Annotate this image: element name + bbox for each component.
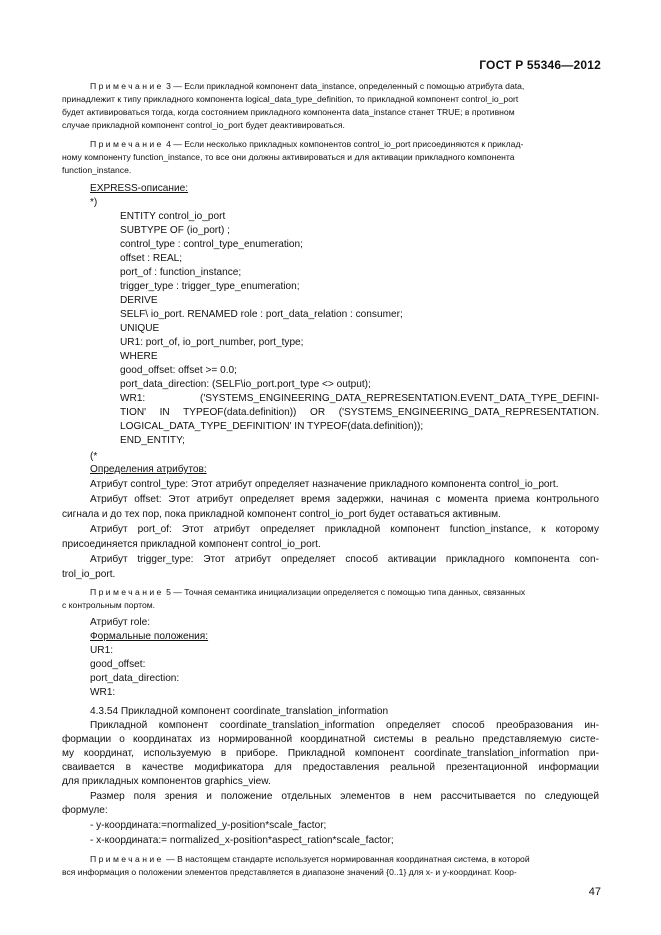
attr-port-of-line1: Атрибут port_of: Этот атрибут определяет прикладной компонент function_instance, к которому	[90, 524, 599, 535]
formal-item: good_offset:	[90, 659, 146, 670]
code-line: port_of : function_instance;	[120, 267, 242, 278]
express-close: (*	[90, 451, 98, 462]
code-line: trigger_type : trigger_type_enumeration;	[120, 281, 300, 292]
attr-offset-line1: Атрибут offset: Этот атрибут определяет время задержки, начиная с момента приема контрольного	[90, 494, 599, 505]
note-final-label: Примечание	[90, 854, 164, 864]
section-p2-line1: Размер поля зрения и положение отдельных элементов в нем рассчитывается по следующей	[90, 791, 599, 802]
code-line: SELF\ io_port. RENAMED role : port_data_relation : consumer;	[120, 309, 403, 320]
formal-heading: Формальные положения:	[90, 631, 209, 642]
section-p1-line: Прикладной компонент coordinate_translation_information определяет способ преобразования ин-	[90, 720, 599, 731]
section-p1-line: формации о координатах из нормированной координатной системы в реально представляемую систе-	[62, 734, 599, 745]
code-line: UNIQUE	[120, 323, 160, 334]
code-line: TION' IN TYPEOF(data.definition)) OR ('SYSTEMS_ENGINEERING_DATA_REPRESENTATION.	[120, 407, 599, 418]
note3-line3: будет активироваться тогда, когда состоянием прикладного компонента data_instance станет TRUE; в противном	[62, 107, 515, 117]
attr-offset-line2: сигнала и до тех пор, пока прикладной компонент control_io_port будет оставаться активным.	[62, 509, 501, 520]
code-line: DERIVE	[120, 295, 158, 306]
note5-line2: с контрольным портом.	[62, 600, 156, 610]
section-p1-line: сваивается в качестве модификатора для предоставления реальной презентационной информации	[62, 762, 599, 773]
section-p2-line2: формуле:	[62, 805, 108, 816]
note5-label: Примечание	[90, 587, 164, 597]
attrs-heading: Определения атрибутов:	[90, 464, 207, 475]
note4-label: Примечание	[90, 139, 164, 149]
note5-line1: Примечание 5 — Точная семантика инициализации определяется с помощью типа данных, связанных	[90, 587, 526, 597]
note3-line4: случае прикладной компонент control_io_port будет деактивироваться.	[62, 120, 345, 130]
note4-line2: ному компоненту function_instance, то все они должны активироваться и для активации прикладного компонента	[62, 152, 515, 162]
formal-item: UR1:	[90, 645, 113, 656]
gost-header: ГОСТ Р 55346—2012	[479, 58, 601, 72]
express-open: *)	[90, 197, 98, 208]
code-line: WHERE	[120, 351, 158, 362]
code-line: SUBTYPE OF (io_port) ;	[120, 225, 230, 236]
attr-port-of-line2: присоединяется прикладной компонент control_io_port.	[62, 539, 321, 550]
note-final-line2: вся информация о положении элементов представляется в диапазоне значений {0..1} для х- и у-координат. Коор-	[62, 867, 517, 877]
formal-item: WR1:	[90, 687, 116, 698]
code-line: good_offset: offset >= 0.0;	[120, 365, 237, 376]
note4-line1: Примечание 4 — Если несколько прикладных компонентов control_io_port присоединяются к приклад-	[90, 139, 524, 149]
formula-y: - у-координата:=normalized_y-position*scale_factor;	[90, 820, 327, 831]
formal-item: port_data_direction:	[90, 673, 180, 684]
attr-trigger-line2: trol_io_port.	[62, 569, 116, 580]
code-line: UR1: port_of, io_port_number, port_type;	[120, 337, 304, 348]
note-final-line1: Примечание — В настоящем стандарте используется нормированная координатная система, в которой	[90, 854, 530, 864]
note3-line2: принадлежит к типу прикладного компонента logical_data_type_definition, то прикладной компонент control_io_port	[62, 94, 519, 104]
role-attr: Атрибут role:	[90, 617, 151, 628]
note3-line1: Примечание 3 — Если прикладной компонент data_instance, определенный с помощью атрибута data,	[90, 81, 525, 91]
section-p1-line: для прикладных компонентов graphics_view.	[62, 776, 271, 787]
page-number: 47	[588, 886, 601, 898]
attr-control-type: Атрибут control_type: Этот атрибут определяет назначение прикладного компонента control_io_port.	[90, 479, 559, 490]
code-line: control_type : control_type_enumeration;	[120, 239, 303, 250]
formula-x: - х-координата:= normalized_x-position*aspect_ration*scale_factor;	[90, 835, 394, 846]
code-line: WR1: ('SYSTEMS_ENGINEERING_DATA_REPRESENTATION.EVENT_DATA_TYPE_DEFINI-	[120, 393, 599, 404]
code-line: offset : REAL;	[120, 253, 183, 264]
note3-label: Примечание	[90, 81, 164, 91]
code-line: LOGICAL_DATA_TYPE_DEFINITION' IN TYPEOF(data.definition));	[120, 421, 424, 432]
section-p1-line: му координат, используемую в приборе. Прикладной компонент coordinate_translation_information при-	[62, 748, 599, 759]
code-line: port_data_direction: (SELF\io_port.port_type <> output);	[120, 379, 371, 390]
code-line: END_ENTITY;	[120, 435, 185, 446]
code-line: ENTITY control_io_port	[120, 211, 226, 222]
section-title: 4.3.54 Прикладной компонент coordinate_translation_information	[90, 706, 389, 717]
note4-line3: function_instance.	[62, 165, 132, 175]
express-heading: EXPRESS-описание:	[90, 183, 189, 194]
attr-trigger-line1: Атрибут trigger_type: Этот атрибут определяет способ активации прикладного компонента con-	[90, 554, 599, 565]
